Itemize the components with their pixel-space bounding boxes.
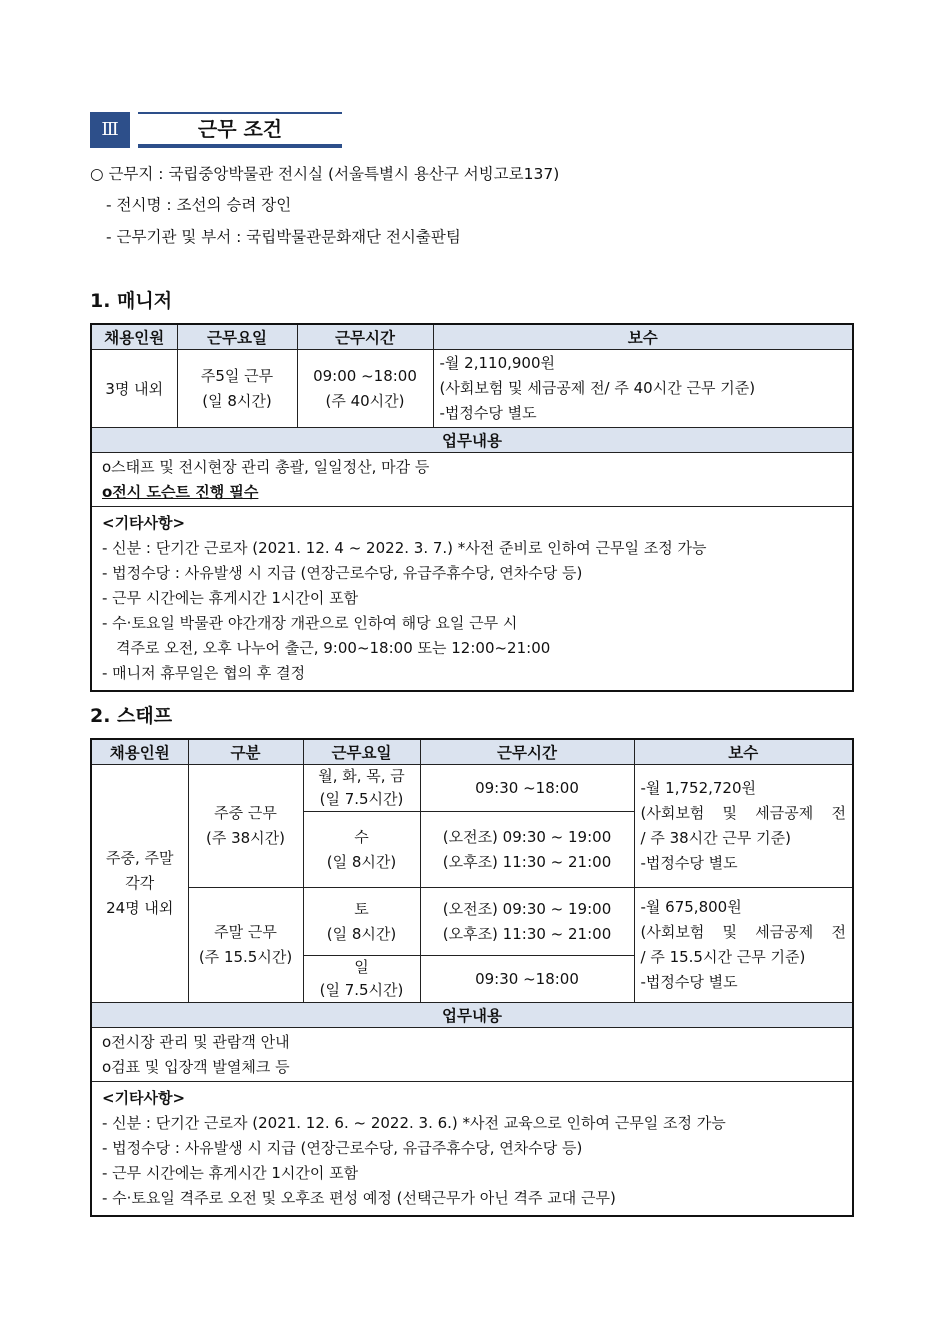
exhibition-line: - 전시명 : 조선의 승려 장인 (106, 196, 292, 214)
header-pay: 보수 (433, 324, 853, 350)
staff-weekend-days-b: 일 (일 7.5시간) (303, 956, 420, 1003)
workplace-line: ○ 근무지 : 국립중앙박물관 전시실 (서울특별시 용산구 서빙고로137) (90, 165, 560, 183)
staff-weekday: 주중 근무 (주 38시간) (188, 765, 303, 888)
section-number: Ⅲ (90, 112, 130, 148)
staff-weekday-hours-a: 09:30 ~18:00 (420, 765, 634, 812)
manager-duties-header: 업무내용 (91, 428, 853, 453)
staff-weekday-days-b: 수 (일 8시간) (303, 812, 420, 888)
staff-duties: o전시장 관리 및 관람객 안내 o검표 및 입장객 발열체크 등 (91, 1028, 853, 1082)
org-line: - 근무기관 및 부서 : 국립박물관문화재단 전시출판팀 (106, 228, 461, 246)
manager-title: 1. 매니저 (90, 290, 173, 312)
staff-weekday-pay: -월 1,752,720원 (사회보험 및 세금공제 전 / 주 38시간 근무 기준) -법정수당 별도 (634, 765, 853, 888)
staff-weekend-pay: -월 675,800원 (사회보험 및 세금공제 전 / 주 15.5시간 근무 기준) -법정수당 별도 (634, 888, 853, 1003)
staff-title: 2. 스태프 (90, 705, 173, 727)
header-headcount: 채용인원 (91, 739, 188, 765)
staff-weekend-hours-a: (오전조) 09:30 ~ 19:00 (오후조) 11:30 ~ 21:00 (420, 888, 634, 956)
manager-duties: o스태프 및 전시현장 관리 총괄, 일일정산, 마감 등 o전시 도슨트 진행 필수 (91, 453, 853, 507)
header-hours: 근무시간 (420, 739, 634, 765)
manager-headcount: 3명 내외 (91, 350, 177, 428)
header-hours: 근무시간 (297, 324, 433, 350)
manager-pay: -월 2,110,900원 (사회보험 및 세금공제 전/ 주 40시간 근무 기준) -법정수당 별도 (433, 350, 853, 428)
staff-weekday-days-a: 월, 화, 목, 금 (일 7.5시간) (303, 765, 420, 812)
header-headcount: 채용인원 (91, 324, 177, 350)
header-days: 근무요일 (303, 739, 420, 765)
header-days: 근무요일 (177, 324, 297, 350)
manager-notes: <기타사항> - 신분 : 단기간 근로자 (2021. 12. 4 ~ 2022. 3. 7.) *사전 준비로 인하여 근무일 조정 가능 - 법정수당 : 사유발생 시 지급 (연장근로수당, 유급주휴수당, 연차수당 등) - 근무 시간에는 휴게시간 1시간이 포함 - 수·토요일 박물관 야간개장 개관으로 인하여 해당 요일 근무 시 격주로 오전, 오후 나누어 출근, 9:00~18:00 또는 12:00~21:00 - 매니저 휴무일은 협의 후 결정 (91, 507, 853, 692)
section-header (90, 112, 342, 150)
header-type: 구분 (188, 739, 303, 765)
staff-weekday-hours-b: (오전조) 09:30 ~ 19:00 (오후조) 11:30 ~ 21:00 (420, 812, 634, 888)
staff-duties-header: 업무내용 (91, 1003, 853, 1028)
header-pay: 보수 (634, 739, 853, 765)
manager-table (90, 323, 854, 692)
staff-weekend-hours-b: 09:30 ~18:00 (420, 956, 634, 1003)
staff-headcount: 주중, 주말 각각 24명 내외 (91, 765, 188, 1003)
manager-days: 주5일 근무 (일 8시간) (177, 350, 297, 428)
manager-hours: 09:00 ~18:00 (주 40시간) (297, 350, 433, 428)
staff-weekend-days-a: 토 (일 8시간) (303, 888, 420, 956)
section-title: 근무 조건 (138, 112, 342, 148)
staff-notes: <기타사항> - 신분 : 단기간 근로자 (2021. 12. 6. ~ 2022. 3. 6.) *사전 교육으로 인하여 근무일 조정 가능 - 법정수당 : 사유발생 시 지급 (연장근로수당, 유급주휴수당, 연차수당 등) - 근무 시간에는 휴게시간 1시간이 포함 - 수·토요일 격주로 오전 및 오후조 편성 예정 (선택근무가 아닌 격주 교대 근무) (91, 1082, 853, 1217)
staff-table (90, 738, 854, 1217)
staff-weekend: 주말 근무 (주 15.5시간) (188, 888, 303, 1003)
